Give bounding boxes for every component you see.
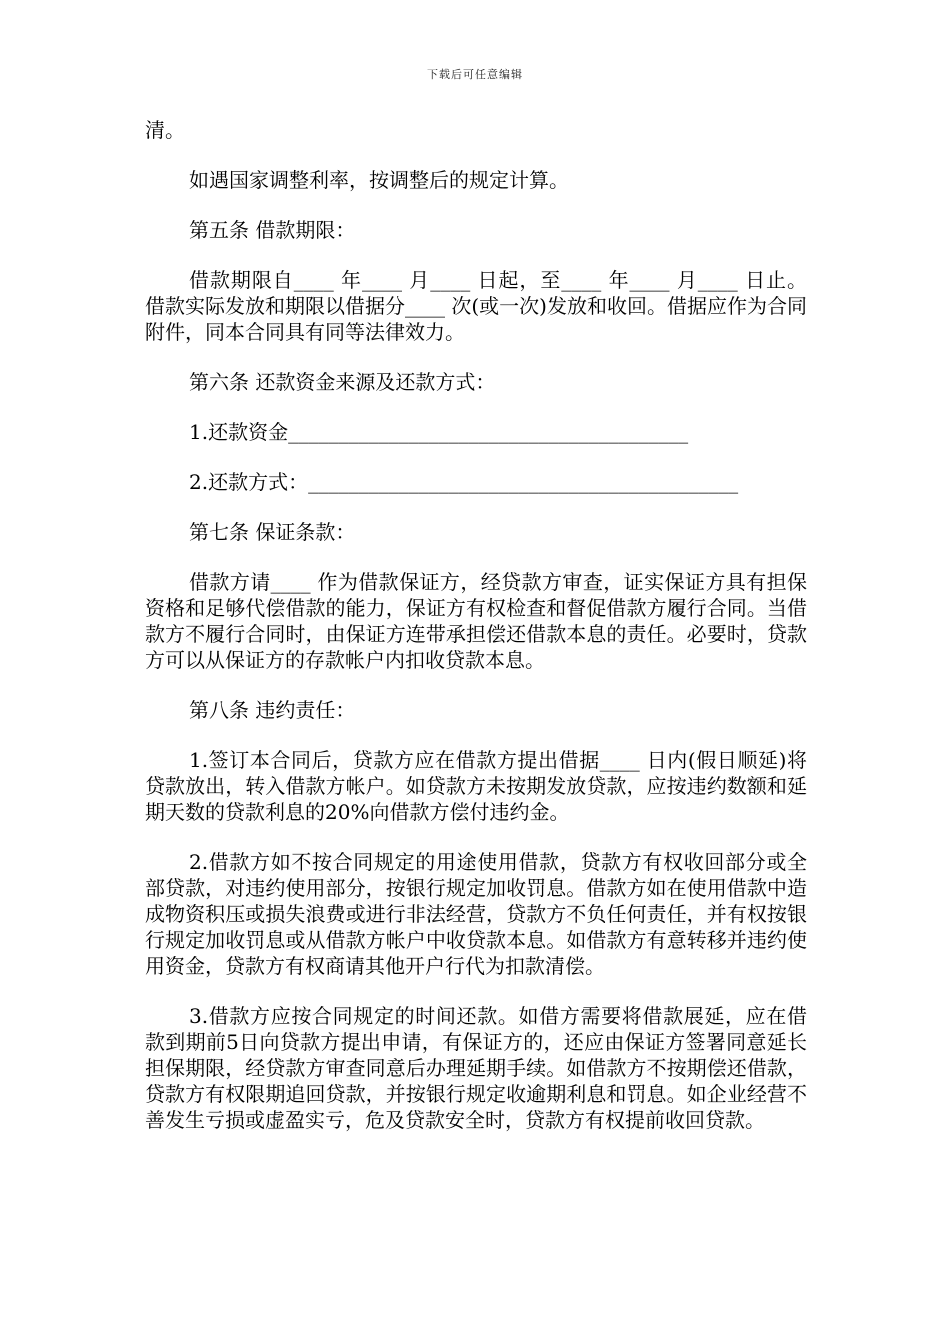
paragraph-continuation: 清。: [145, 118, 185, 142]
article-8-clause-2: 2.借款方如不按合同规定的用途使用借款，贷款方有权收回部分或全部贷款，对违约使用部分，按银行规定加收罚息。借款方如在使用借款中造成物资积压或损失浪费或进行非法经营，贷款方不负任何责任，并有权按银行规定加收罚息或从借款方帐户中收贷款本息。如借款方有意转移并违约使用资金，贷款方有权商请其他开户行代为扣款清偿。: [145, 850, 807, 978]
paragraph-interest-adjustment: 如遇国家调整利率，按调整后的规定计算。: [189, 168, 569, 192]
repayment-source-line: 1.还款资金________________________________________: [189, 420, 689, 444]
article-7-heading: 第七条 保证条款：: [189, 520, 356, 544]
page-header: 下载后可任意编辑: [427, 68, 523, 81]
repayment-method-line: 2.还款方式：___________________________________________: [189, 470, 739, 494]
document-body: [145, 117, 807, 1157]
article-5-heading: 第五条 借款期限：: [189, 218, 356, 242]
article-7-body: 借款方请____ 作为借款保证方，经贷款方审查，证实保证方具有担保资格和足够代偿借款的能力，保证方有权检查和督促借款方履行合同。当借款方不履行合同时，由保证方连带承担偿还借款本息的责任。必要时，贷款方可以从保证方的存款帐户内扣收贷款本息。: [145, 570, 807, 672]
article-8-clause-1: 1.签订本合同后，贷款方应在借款方提出借据____ 日内(假日顺延)将贷款放出，转入借款方帐户。如贷款方未按期发放贷款，应按违约数额和延期天数的贷款利息的20%向借款方偿付违约金。: [145, 748, 807, 824]
article-5-body: 借款期限自____ 年____ 月____ 日起，至____ 年____ 月____ 日止。借款实际发放和期限以借据分____ 次(或一次)发放和收回。借据应作为合同附件，同本合同具有同等法律效力。: [145, 268, 807, 344]
article-8-heading: 第八条 违约责任：: [189, 698, 356, 722]
article-8-clause-3: 3.借款方应按合同规定的时间还款。如借方需要将借款展延，应在借款到期前5日向贷款方提出申请，有保证方的，还应由保证方签署同意延长担保期限，经贷款方审查同意后办理延期手续。如借款方不按期偿还借款，贷款方有权限期追回贷款，并按银行规定收逾期利息和罚息。如企业经营不善发生亏损或虚盈实亏，危及贷款安全时，贷款方有权提前收回贷款。: [145, 1004, 807, 1132]
article-6-heading: 第六条 还款资金来源及还款方式：: [189, 370, 496, 394]
